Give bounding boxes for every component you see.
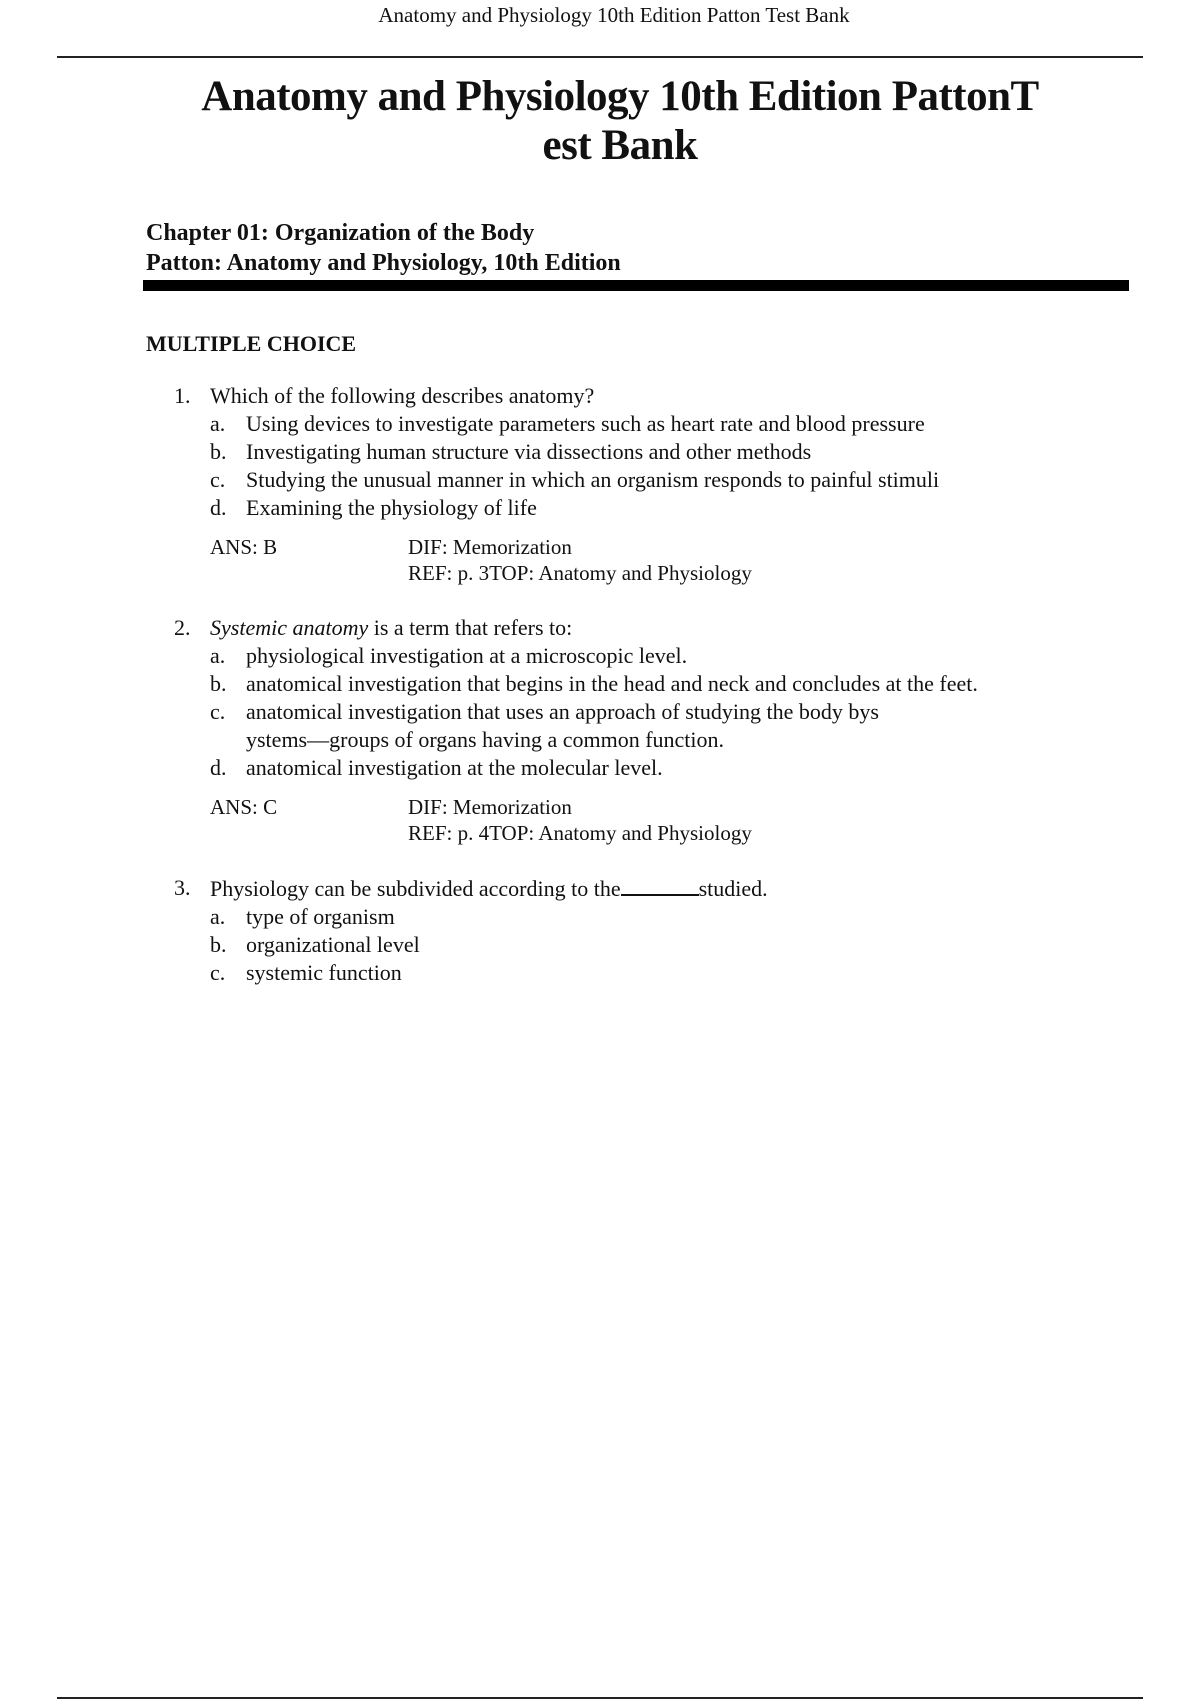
difficulty: DIF: Memorization xyxy=(408,535,572,559)
answer-metadata xyxy=(210,794,1094,850)
difficulty: DIF: Memorization xyxy=(408,795,572,819)
question-number: 3. xyxy=(174,875,191,900)
choice-text: systemic function xyxy=(246,960,402,985)
choice-text: anatomical investigation that begins in the head and neck and concludes at the feet. xyxy=(246,671,978,696)
question-stem xyxy=(174,874,1094,903)
question-text-rest: is a term that refers to: xyxy=(368,615,573,640)
chapter-rule xyxy=(143,280,1129,291)
choice-text xyxy=(246,698,1094,754)
choice-letter: c. xyxy=(210,960,226,985)
question-text: Which of the following describes anatomy? xyxy=(210,383,595,408)
reference: REF: p. 3TOP: Anatomy and Physiology xyxy=(408,561,752,585)
choice-text: Studying the unusual manner in which an organism responds to painful stimuli xyxy=(246,467,940,492)
choice-letter: a. xyxy=(210,411,226,436)
question-text xyxy=(210,874,1094,903)
book-title: Patton: Anatomy and Physiology, 10th Edition xyxy=(146,250,621,276)
choice-text: organizational level xyxy=(246,932,420,957)
choice-text-line-1: anatomical investigation that uses an approach of studying the body bys xyxy=(246,699,879,724)
question-stem xyxy=(174,382,1094,410)
choice-letter: d. xyxy=(210,755,227,780)
chapter-title: Chapter 01: Organization of the Body xyxy=(146,220,535,246)
choice-c xyxy=(210,698,1094,754)
choice-letter: c. xyxy=(210,699,226,724)
choice-b xyxy=(210,438,1094,466)
choice-letter: b. xyxy=(210,671,227,696)
choice-d xyxy=(210,754,1094,782)
choice-text: anatomical investigation at the molecular level. xyxy=(246,755,663,780)
choice-a xyxy=(210,642,1094,670)
answer-key: ANS: C xyxy=(210,795,278,819)
question-text xyxy=(210,614,1094,642)
question-number: 1. xyxy=(174,383,191,408)
answer-metadata xyxy=(210,534,1094,590)
choice-text: Using devices to investigate parameters such as heart rate and blood pressure xyxy=(246,411,925,436)
document-title xyxy=(190,72,1050,170)
chapter-block xyxy=(146,218,621,278)
choice-text: Examining the physiology of life xyxy=(246,495,537,520)
choice-text: physiological investigation at a microscopic level. xyxy=(246,643,688,668)
section-heading: MULTIPLE CHOICE xyxy=(146,331,357,356)
choice-c xyxy=(210,959,1094,987)
choice-text: type of organism xyxy=(246,904,395,929)
choice-letter: a. xyxy=(210,904,226,929)
choice-a xyxy=(210,410,1094,438)
header-rule xyxy=(57,56,1143,58)
question-stem xyxy=(174,614,1094,642)
choice-c xyxy=(210,466,1094,494)
choice-letter: b. xyxy=(210,932,227,957)
question-number: 2. xyxy=(174,615,191,640)
choice-b xyxy=(210,931,1094,959)
question-1 xyxy=(174,382,1094,590)
choice-letter: d. xyxy=(210,495,227,520)
question-2 xyxy=(174,614,1094,850)
title-line-1: Anatomy and Physiology 10th Edition PattonT xyxy=(201,73,1039,120)
choice-b xyxy=(210,670,1094,698)
answer-key: ANS: B xyxy=(210,535,278,559)
choice-text-line-2: ystems—groups of organs having a common function. xyxy=(246,727,725,752)
running-header: Anatomy and Physiology 10th Edition Patton Test Bank xyxy=(378,3,850,27)
question-text-after: studied. xyxy=(698,876,768,901)
choice-letter: c. xyxy=(210,467,226,492)
question-text-before: Physiology can be subdivided according to the xyxy=(210,876,621,901)
choice-text: Investigating human structure via dissections and other methods xyxy=(246,439,812,464)
reference: REF: p. 4TOP: Anatomy and Physiology xyxy=(408,821,752,845)
italic-term: Systemic anatomy xyxy=(210,615,369,640)
fill-in-blank xyxy=(621,874,699,896)
footer-rule xyxy=(57,1697,1143,1699)
choice-letter: b. xyxy=(210,439,227,464)
title-line-2: est Bank xyxy=(542,122,698,169)
choice-letter: a. xyxy=(210,643,226,668)
choice-d xyxy=(210,494,1094,522)
question-3 xyxy=(174,874,1094,987)
choice-a xyxy=(210,903,1094,931)
